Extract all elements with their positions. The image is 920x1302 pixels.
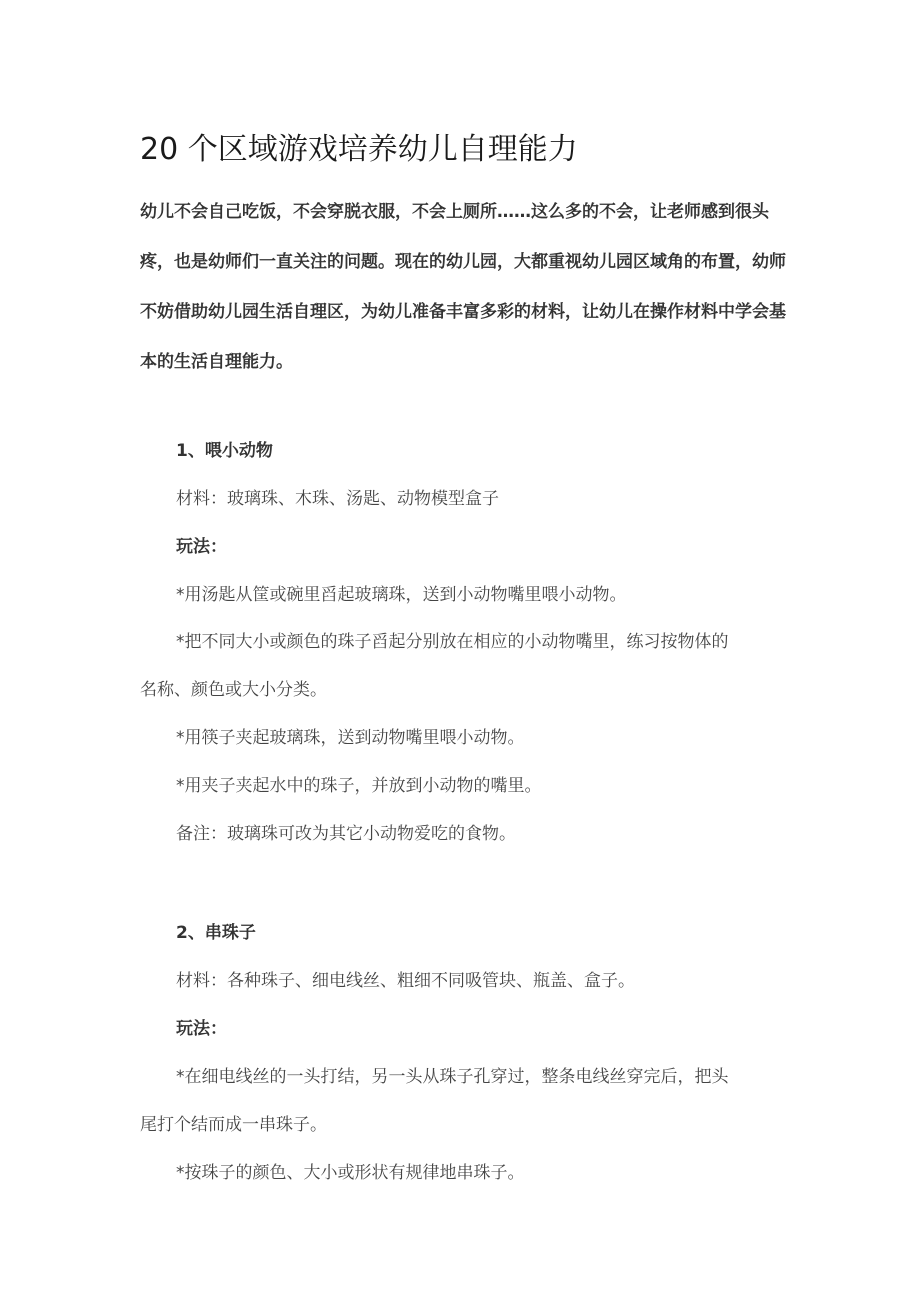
section-heading: 1、喂小动物	[176, 441, 273, 461]
step-line-continuation: 名称、颜色或大小分类。	[140, 680, 327, 700]
method-label: 玩法：	[176, 537, 227, 557]
step-line: *在细电线丝的一头打结，另一头从珠子孔穿过，整条电线丝穿完后，把头	[176, 1067, 729, 1087]
document-title: 20 个区域游戏培养幼儿自理能力	[140, 132, 578, 167]
step-line: *按珠子的颜色、大小或形状有规律地串珠子。	[176, 1163, 525, 1183]
step-line: *用汤匙从筐或碗里舀起玻璃珠，送到小动物嘴里喂小动物。	[176, 585, 627, 605]
materials-line: 材料：玻璃珠、木珠、汤匙、动物模型盒子	[176, 489, 499, 509]
intro-paragraph: 幼儿不会自己吃饭，不会穿脱衣服，不会上厕所……这么多的不会，让老师感到很头疼，也是幼师们一直关注的问题。现在的幼儿园，大都重视幼儿园区域角的布置，幼师不妨借助幼儿园生活自理区，为幼儿准备丰富多彩的材料，让幼儿在操作材料中学会基本的生活自理能力。	[140, 202, 786, 372]
note-line: 备注：玻璃珠可改为其它小动物爱吃的食物。	[176, 824, 516, 844]
step-line-continuation: 尾打个结而成一串珠子。	[140, 1115, 327, 1135]
step-line: *用夹子夹起水中的珠子，并放到小动物的嘴里。	[176, 776, 542, 796]
method-label: 玩法：	[176, 1019, 227, 1039]
materials-line: 材料：各种珠子、细电线丝、粗细不同吸管块、瓶盖、盒子。	[176, 971, 635, 991]
section-heading: 2、串珠子	[176, 923, 256, 943]
step-line: *用筷子夹起玻璃珠，送到动物嘴里喂小动物。	[176, 728, 525, 748]
step-line: *把不同大小或颜色的珠子舀起分别放在相应的小动物嘴里，练习按物体的	[176, 632, 729, 652]
